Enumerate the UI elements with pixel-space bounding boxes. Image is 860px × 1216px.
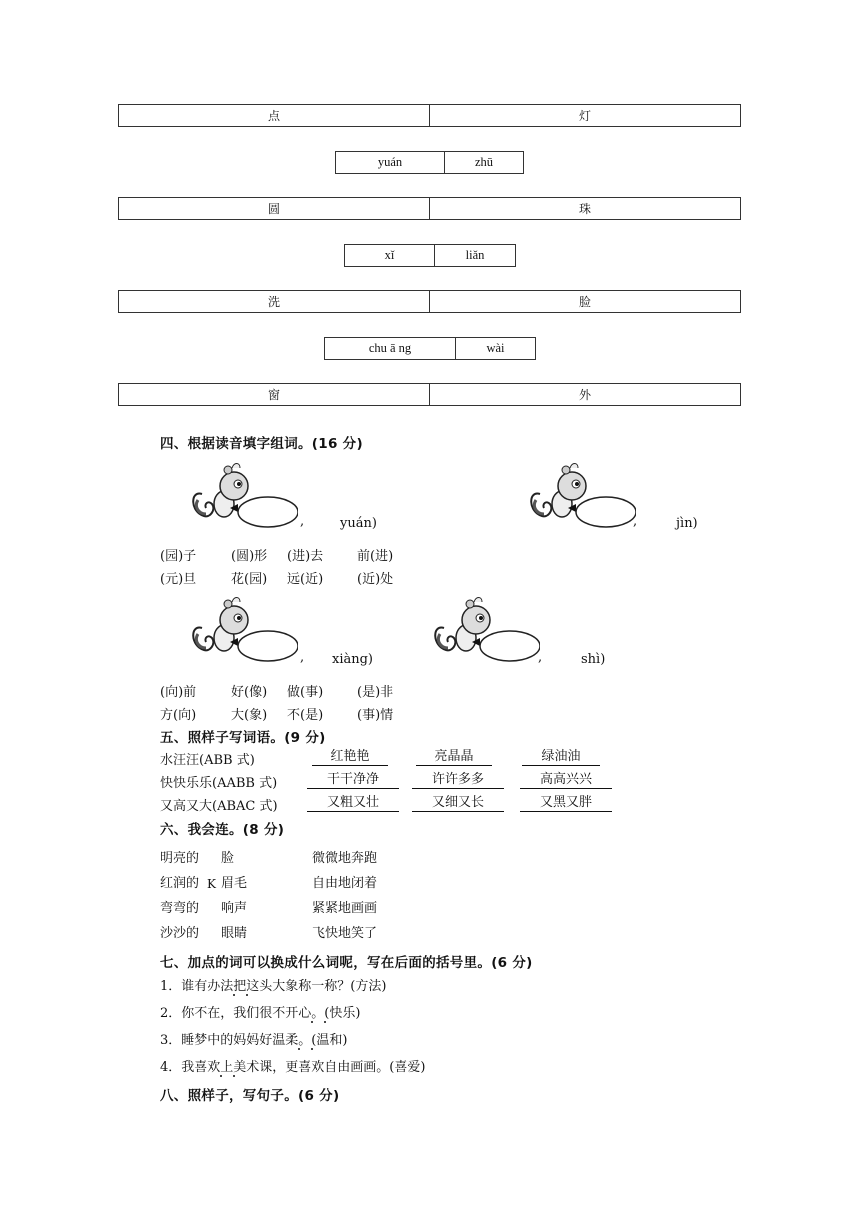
char-cell: 珠 (429, 198, 740, 219)
pinyin-cell: yuán (377, 155, 403, 169)
section-5-heading: 五、照样子写词语。(9 分) (160, 730, 326, 746)
char-cell: 点 (267, 109, 280, 123)
stray-mark: K (207, 877, 216, 891)
pinyin-cell: zhū (444, 152, 523, 173)
answer-word: 前(进) (357, 549, 394, 564)
answer-blank: 绿油油 (522, 749, 600, 766)
pinyin-hint: shì) (581, 652, 606, 667)
match-phrase: 微微地奔跑 (312, 851, 378, 866)
pinyin-row-2 (335, 151, 524, 174)
squirrel-illustration (526, 460, 636, 530)
emphasis-dot (311, 1021, 313, 1023)
answer-word: 方(向) (160, 708, 197, 723)
char-row-3 (118, 290, 741, 313)
answer-word: (近)处 (357, 572, 394, 587)
char-cell: 洗 (267, 295, 280, 309)
match-adjective: 弯弯的 (160, 901, 200, 916)
answer-word: 大(象) (231, 708, 268, 723)
pinyin-row-4 (324, 337, 536, 360)
answer-blank: 许许多多 (412, 772, 504, 789)
emphasis-dot (298, 1048, 300, 1050)
section-4-heading: 四、根据读音填字组词。(16 分) (160, 436, 363, 452)
answer-blank: 红艳艳 (312, 749, 388, 766)
answer-word: (圆)形 (231, 549, 268, 564)
match-adjective: 红润的 (160, 876, 200, 891)
pinyin-cell: xǐ (384, 248, 395, 262)
answer-word: 好(像) (231, 685, 268, 700)
char-cell: 圆 (267, 202, 280, 216)
match-noun: 脸 (221, 851, 235, 866)
answer-blank: 又黑又胖 (520, 795, 612, 812)
char-row-4 (118, 383, 741, 406)
comma: , (538, 650, 543, 665)
answer-word: (是)非 (357, 685, 394, 700)
comma: , (300, 514, 305, 529)
comma: , (300, 650, 305, 665)
char-cell: 脸 (429, 291, 740, 312)
answer-blank: 高高兴兴 (520, 772, 612, 789)
section-8-heading: 八、照样子，写句子。(6 分) (160, 1088, 340, 1104)
match-adjective: 明亮的 (160, 851, 200, 866)
answer-word: 花(园) (231, 572, 268, 587)
pinyin-cell: chu ā ng (368, 341, 412, 355)
char-row-2 (118, 197, 741, 220)
char-cell: 窗 (267, 388, 280, 402)
section-6-heading: 六、我会连。(8 分) (160, 822, 285, 838)
match-adjective: 沙沙的 (160, 926, 200, 941)
match-noun: 眼睛 (221, 926, 248, 941)
sentence-item: 4．我喜欢上美术课，更喜欢自由画画。(喜爱) (160, 1060, 426, 1075)
emphasis-dot (233, 1075, 235, 1077)
section-7-heading: 七、加点的词可以换成什么词呢，写在后面的括号里。(6 分) (160, 955, 533, 971)
answer-blank: 干干净净 (307, 772, 399, 789)
sentence-item: 1．谁有办法把这头大象称一称？(方法) (160, 979, 387, 994)
match-phrase: 紧紧地画画 (312, 901, 378, 916)
answer-word: (园)子 (160, 549, 197, 564)
answer-word: (元)旦 (160, 572, 197, 587)
sentence-item: 2．你不在，我们很不开心。(快乐) (160, 1006, 361, 1021)
answer-word: (向)前 (160, 685, 197, 700)
match-noun: 眉毛 (221, 876, 248, 891)
pinyin-cell: liǎn (434, 245, 515, 266)
match-phrase: 自由地闭着 (312, 876, 378, 891)
squirrel-illustration (188, 594, 298, 664)
emphasis-dot (311, 1048, 313, 1050)
char-cell: 灯 (429, 105, 740, 126)
answer-blank: 亮晶晶 (416, 749, 492, 766)
squirrel-illustration (188, 460, 298, 530)
emphasis-dot (324, 1021, 326, 1023)
emphasis-dot (246, 994, 248, 996)
answer-word: 不(是) (287, 708, 324, 723)
answer-word: (事)情 (357, 708, 394, 723)
pinyin-hint: xiàng) (332, 652, 374, 667)
pinyin-row-3 (344, 244, 516, 267)
answer-word: (进)去 (287, 549, 324, 564)
char-cell: 外 (429, 384, 740, 405)
answer-word: 远(近) (287, 572, 324, 587)
pattern-label: 又高又大(ABAC 式) (160, 799, 278, 814)
pinyin-cell: wài (455, 338, 535, 359)
match-phrase: 飞快地笑了 (312, 926, 378, 941)
answer-word: 做(事) (287, 685, 324, 700)
emphasis-dot (220, 1075, 222, 1077)
comma: , (633, 514, 638, 529)
squirrel-illustration (430, 594, 543, 665)
pattern-label: 水汪汪(ABB 式) (160, 753, 255, 768)
pattern-label: 快快乐乐(AABB 式) (160, 776, 278, 791)
pinyin-hint: jìn) (676, 516, 698, 531)
answer-blank: 又粗又壮 (307, 795, 399, 812)
pinyin-hint: yuán) (340, 516, 377, 531)
answer-blank: 又细又长 (412, 795, 504, 812)
sentence-item: 3．睡梦中的妈妈好温柔。(温和) (160, 1033, 348, 1048)
char-row-1 (118, 104, 741, 127)
match-noun: 响声 (221, 901, 248, 916)
emphasis-dot (233, 994, 235, 996)
